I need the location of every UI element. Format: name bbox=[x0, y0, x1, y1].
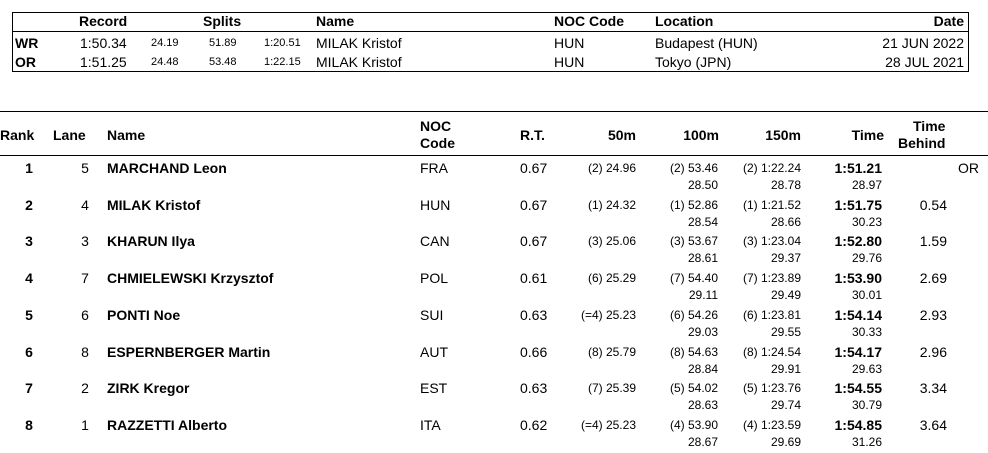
split-100m-lap: 28.84 bbox=[687, 361, 718, 376]
split-150m: (1) 1:21.52 bbox=[742, 197, 801, 212]
record-noc: HUN bbox=[554, 35, 585, 51]
final-time: 1:52.80 bbox=[834, 233, 882, 250]
split-50m: (3) 25.06 bbox=[587, 234, 636, 249]
split-100m-lap: 28.61 bbox=[687, 251, 718, 266]
record-time: 1:51.25 bbox=[80, 54, 127, 70]
final-time: 1:54.14 bbox=[834, 306, 882, 323]
split-150m: (6) 1:23.81 bbox=[742, 307, 801, 322]
athlete-name: KHARUN Ilya bbox=[107, 233, 195, 250]
split-100m-lap: 29.03 bbox=[687, 324, 718, 339]
split-100m: (3) 53.67 bbox=[669, 234, 718, 249]
record-type: WR bbox=[15, 35, 39, 51]
rank-cell: 6 bbox=[25, 343, 33, 360]
rank-cell: 3 bbox=[25, 233, 33, 250]
results-top-rule bbox=[0, 111, 988, 112]
split-100m: (6) 54.26 bbox=[669, 307, 718, 322]
record-noc: HUN bbox=[554, 54, 585, 70]
time-behind: 3.34 bbox=[919, 380, 947, 397]
split-150m-lap: 29.49 bbox=[770, 288, 801, 303]
lane-cell: 2 bbox=[81, 380, 89, 397]
final-time: 1:51.21 bbox=[834, 160, 882, 176]
split-150m-lap: 29.91 bbox=[770, 361, 801, 376]
noc-cell: HUN bbox=[420, 196, 451, 213]
reaction-time: 0.67 bbox=[520, 233, 548, 250]
split-150m-lap: 29.74 bbox=[770, 398, 801, 413]
athlete-name: CHMIELEWSKI Krzysztof bbox=[107, 270, 274, 287]
header-100m: 100m bbox=[683, 127, 719, 143]
reaction-time: 0.67 bbox=[520, 160, 548, 176]
split-100m-lap: 29.11 bbox=[688, 288, 718, 303]
record-split-1: 24.48 bbox=[151, 56, 179, 68]
split-50m: (=4) 25.23 bbox=[580, 307, 636, 322]
reaction-time: 0.62 bbox=[520, 416, 548, 433]
records-header-divider bbox=[13, 31, 968, 32]
record-name: MILAK Kristof bbox=[316, 35, 402, 51]
header-name: Name bbox=[107, 127, 146, 143]
split-100m-lap: 28.54 bbox=[687, 214, 718, 229]
split-150m: (2) 1:22.24 bbox=[742, 161, 801, 175]
reaction-time: 0.67 bbox=[520, 196, 548, 213]
lane-cell: 1 bbox=[81, 416, 89, 433]
noc-cell: POL bbox=[420, 270, 449, 287]
header-150m: 150m bbox=[765, 127, 801, 143]
records-header-date: Date bbox=[933, 13, 964, 29]
header-reaction-time: R.T. bbox=[520, 127, 545, 143]
split-100m-lap: 28.63 bbox=[687, 398, 718, 413]
time-behind: 2.69 bbox=[919, 270, 947, 287]
lane-cell: 7 bbox=[81, 270, 89, 287]
split-50m: (1) 24.32 bbox=[587, 197, 636, 212]
split-50m: (6) 25.29 bbox=[587, 271, 636, 286]
record-name: MILAK Kristof bbox=[316, 54, 402, 70]
final-time: 1:51.75 bbox=[834, 196, 882, 213]
athlete-name: MARCHAND Leon bbox=[107, 160, 227, 176]
noc-cell: ITA bbox=[420, 416, 441, 433]
split-50m: (8) 25.79 bbox=[587, 344, 636, 359]
results-header-rule bbox=[0, 155, 988, 156]
split-100m-lap: 28.67 bbox=[687, 434, 718, 449]
header-time: Time bbox=[851, 127, 884, 143]
lane-cell: 5 bbox=[81, 160, 89, 176]
final-lap: 30.33 bbox=[851, 324, 882, 339]
final-time: 1:54.55 bbox=[834, 380, 882, 397]
split-100m: (1) 52.86 bbox=[669, 197, 718, 212]
records-header-splits: Splits bbox=[203, 13, 242, 29]
split-50m: (2) 24.96 bbox=[587, 161, 636, 175]
final-time: 1:54.17 bbox=[834, 343, 882, 360]
time-behind: 2.96 bbox=[919, 343, 947, 360]
final-lap: 31.26 bbox=[851, 434, 882, 449]
final-lap: 30.79 bbox=[851, 398, 882, 413]
header-time-behind: Time bbox=[913, 118, 946, 134]
split-150m-lap: 29.69 bbox=[770, 434, 801, 449]
rank-cell: 1 bbox=[25, 160, 33, 176]
lane-cell: 3 bbox=[81, 233, 89, 250]
time-behind: 0.54 bbox=[919, 196, 947, 213]
split-150m-lap: 28.66 bbox=[770, 214, 801, 229]
split-100m: (4) 53.90 bbox=[669, 417, 718, 432]
athlete-name: ZIRK Kregor bbox=[107, 380, 190, 397]
record-location: Tokyo (JPN) bbox=[655, 54, 732, 70]
time-behind: 1.59 bbox=[919, 233, 947, 250]
header-noc-code: Code bbox=[420, 135, 455, 151]
final-time: 1:53.90 bbox=[834, 270, 882, 287]
final-lap: 28.97 bbox=[851, 178, 882, 192]
lane-cell: 4 bbox=[81, 196, 89, 213]
record-note: OR bbox=[958, 160, 979, 176]
noc-cell: EST bbox=[420, 380, 448, 397]
header-lane: Lane bbox=[53, 127, 86, 143]
records-header-location: Location bbox=[655, 13, 714, 29]
lane-cell: 8 bbox=[81, 343, 89, 360]
records-header-record: Record bbox=[79, 13, 128, 29]
split-150m-lap: 28.78 bbox=[770, 178, 801, 192]
final-lap: 30.01 bbox=[851, 288, 882, 303]
reaction-time: 0.61 bbox=[520, 270, 548, 287]
noc-cell: FRA bbox=[420, 160, 448, 176]
split-150m: (3) 1:23.04 bbox=[742, 234, 801, 249]
reaction-time: 0.63 bbox=[520, 306, 548, 323]
split-150m-lap: 29.37 bbox=[770, 251, 801, 266]
rank-cell: 2 bbox=[25, 196, 33, 213]
split-50m: (=4) 25.23 bbox=[580, 417, 636, 432]
final-lap: 29.63 bbox=[851, 361, 882, 376]
athlete-name: RAZZETTI Alberto bbox=[107, 416, 228, 433]
records-header-noc: NOC Code bbox=[554, 13, 624, 29]
split-100m: (7) 54.40 bbox=[669, 271, 718, 286]
lane-cell: 6 bbox=[81, 306, 89, 323]
final-time: 1:54.85 bbox=[834, 416, 882, 433]
noc-cell: CAN bbox=[420, 233, 450, 250]
split-150m: (7) 1:23.89 bbox=[742, 271, 801, 286]
rank-cell: 5 bbox=[25, 306, 33, 323]
final-lap: 30.23 bbox=[851, 214, 882, 229]
header-50m: 50m bbox=[607, 127, 636, 143]
split-150m-lap: 29.55 bbox=[770, 324, 801, 339]
athlete-name: ESPERNBERGER Martin bbox=[107, 343, 271, 360]
record-split-1: 24.19 bbox=[151, 37, 179, 49]
split-100m: (2) 53.46 bbox=[669, 161, 718, 175]
final-lap: 29.76 bbox=[851, 251, 882, 266]
split-150m: (8) 1:24.54 bbox=[742, 344, 801, 359]
athlete-name: PONTI Noe bbox=[107, 306, 181, 323]
split-100m: (8) 54.63 bbox=[669, 344, 718, 359]
noc-cell: AUT bbox=[420, 343, 448, 360]
record-date: 21 JUN 2022 bbox=[882, 35, 964, 51]
athlete-name: MILAK Kristof bbox=[107, 196, 201, 213]
record-location: Budapest (HUN) bbox=[655, 35, 758, 51]
split-50m: (7) 25.39 bbox=[587, 381, 636, 396]
record-split-2: 51.89 bbox=[209, 37, 237, 49]
records-header-name: Name bbox=[316, 13, 355, 29]
record-split-3: 1:20.51 bbox=[264, 37, 301, 49]
rank-cell: 7 bbox=[25, 380, 33, 397]
record-date: 28 JUL 2021 bbox=[885, 54, 964, 70]
header-rank: Rank bbox=[0, 127, 35, 143]
reaction-time: 0.63 bbox=[520, 380, 548, 397]
record-split-3: 1:22.15 bbox=[264, 56, 301, 68]
time-behind: 2.93 bbox=[919, 306, 947, 323]
record-split-2: 53.48 bbox=[209, 56, 237, 68]
record-type: OR bbox=[15, 54, 36, 70]
split-100m-lap: 28.50 bbox=[687, 178, 718, 192]
record-time: 1:50.34 bbox=[80, 35, 127, 51]
noc-cell: SUI bbox=[420, 306, 444, 323]
rank-cell: 8 bbox=[25, 416, 33, 433]
rank-cell: 4 bbox=[25, 270, 33, 287]
split-100m: (5) 54.02 bbox=[669, 381, 718, 396]
split-150m: (4) 1:23.59 bbox=[742, 417, 801, 432]
reaction-time: 0.66 bbox=[520, 343, 548, 360]
header-behind: Behind bbox=[898, 135, 946, 151]
split-150m: (5) 1:23.76 bbox=[742, 381, 801, 396]
header-noc: NOC bbox=[420, 118, 452, 134]
time-behind: 3.64 bbox=[919, 416, 947, 433]
